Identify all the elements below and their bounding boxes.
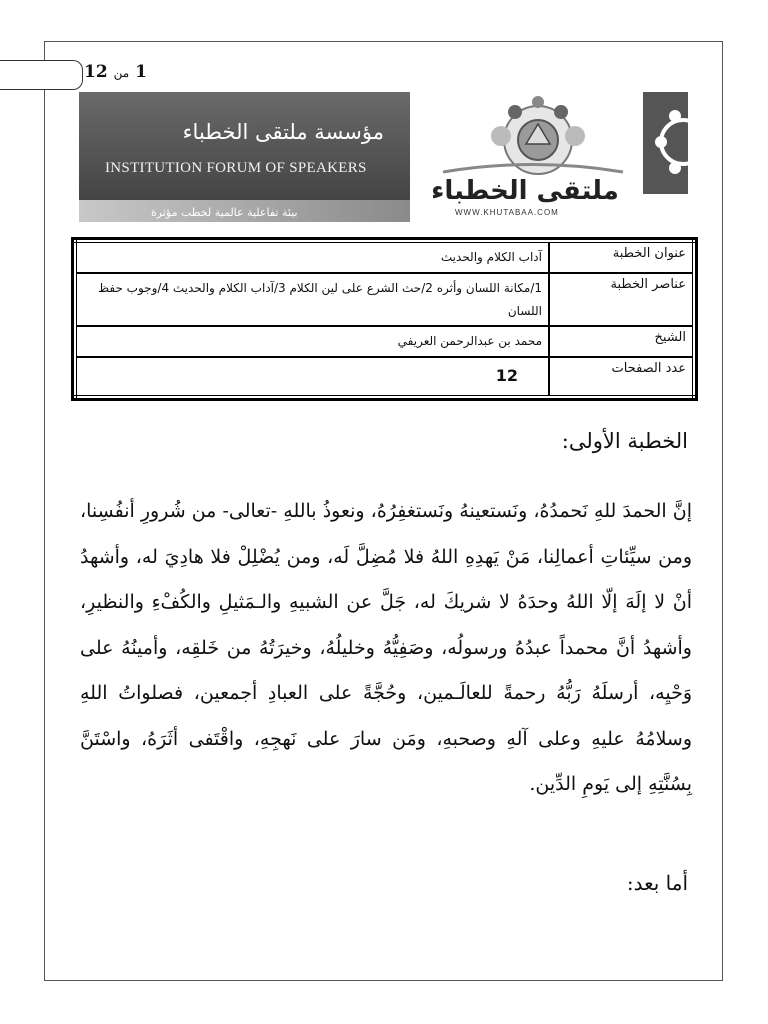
tagline: بيئة تفاعلية عالمية لخطب مؤثرة <box>151 206 298 219</box>
header-banner <box>79 92 688 222</box>
label-elements: عناصر الخطبة <box>549 273 694 327</box>
page-counter <box>84 62 147 82</box>
network-people-icon <box>643 92 688 194</box>
value-title: آداب الكلام والحديث <box>75 241 549 273</box>
sermon-body-text: إنَّ الحمدَ للهِ نَحمدُهُ، ونَستعينهُ ونَستغفِرُهُ، ونعوذُ باللهِ -تعالى- من شُرورِ أنفُسِنا، ومن سيِّئاتِ أعمالِنا، مَنْ يَهدِهِ اللهُ فلا مُضِلَّ لَه، ومن يُضْلِلْ فلا هادِيَ له، وأشهدُ أنْ لا إلَهَ إلّا اللهُ وحدَهُ لا شريكَ له، جَلَّ عن الشبيهِ والـمَثيلِ والكُفْءِ والنظيرِ، وأشهدُ أنَّ محمداً عبدُهُ ورسولُه، وصَفِيُّهُ وخليلُهُ، وخيرَتُهُ من خَلقِه، وأمينُهُ على وَحْيِه، أرسلَهُ رَبُّهُ رحمةً للعالَـمين، وحُجَّةً على العبادِ أجمعين، فصلواتُ اللهِ وسلامُهُ عليهِ وعلى آلهِ وصحبهِ، ومَن سارَ على نَهجِهِ، واقْتَفى أثَرَهُ، واسْتَنَّ بِسُنَّتِهِ إلى يَومِ الدِّين. <box>80 500 692 795</box>
value-elements: 1/مكانة اللسان وأثره 2/حث الشرع على لين الكلام 3/آداب الكلام والحديث 4/وجوب حفظ اللسان <box>75 273 549 327</box>
table-row <box>75 357 694 396</box>
closing-phrase: أما بعد: <box>626 871 688 895</box>
banner-title-block <box>79 92 410 222</box>
table-row <box>75 273 694 327</box>
english-institution-name: INSTITUTION FORUM OF SPEAKERS <box>105 160 367 176</box>
site-logo <box>423 92 627 222</box>
page-current: 1 <box>135 62 147 82</box>
logo-url: WWW.KHUTABAA.COM <box>455 208 559 217</box>
sermon-info-table <box>73 239 696 399</box>
arabic-institution-name: مؤسسة ملتقى الخطباء <box>182 120 384 144</box>
page-tab <box>0 60 83 90</box>
label-page-count: عدد الصفحات <box>549 357 694 396</box>
section-heading: الخطبة الأولى: <box>561 429 688 453</box>
value-page-count: 12 <box>75 357 549 396</box>
value-sheikh: محمد بن عبدالرحمن العريفي <box>75 326 549 357</box>
banner-right-panel <box>643 92 688 194</box>
table-row <box>75 326 694 357</box>
page-total: 12 <box>84 62 108 82</box>
logo-emblem-icon <box>423 92 627 182</box>
table-row <box>75 241 694 273</box>
logo-text: ملتقى الخطباء <box>431 176 619 206</box>
page-of-word: من <box>113 66 130 80</box>
label-sheikh: الشيخ <box>549 326 694 357</box>
label-title: عنوان الخطبة <box>549 241 694 273</box>
